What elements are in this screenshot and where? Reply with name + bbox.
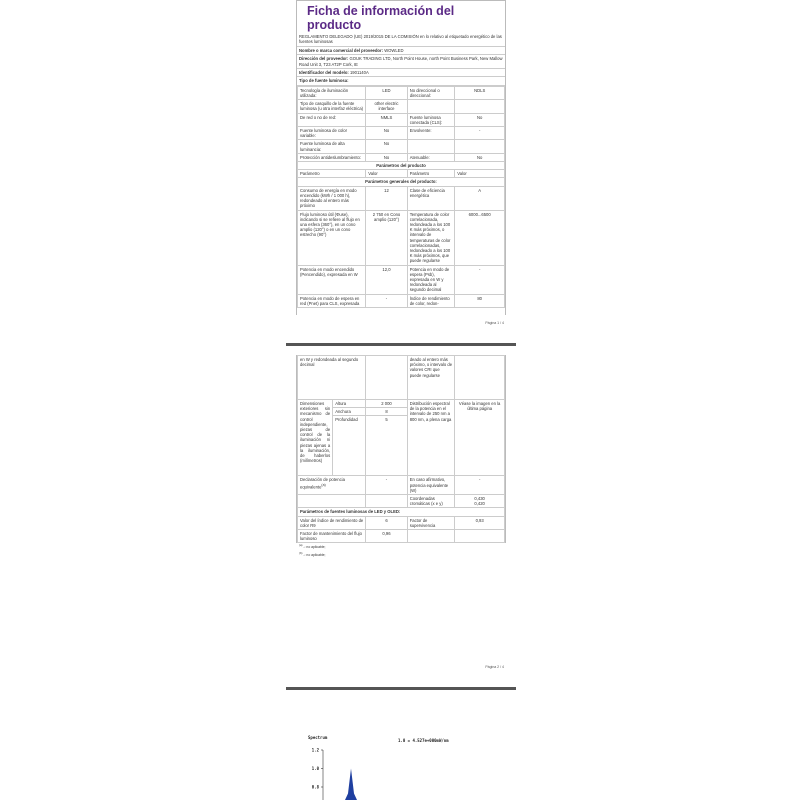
spectral-value: Véase la imagen en la última página [455,400,505,476]
footnote [297,543,505,550]
light-source-type-label: Tipo de fuente luminosa: [297,77,505,85]
footnote-mark: (a) [299,543,303,548]
light-source-row [298,100,505,113]
page-number: Página 2 / 4 [485,665,504,669]
footnote-text: -: no aplicable; [303,552,326,557]
param-value: LED [366,86,407,99]
param-value: 12,0 [366,265,407,294]
param-value: No [366,140,407,153]
param-label: Atenuable: [407,153,455,161]
empty-cell [455,530,505,543]
col-value-2: Valor [455,170,505,178]
general-params-title: Parámetros generales del producto: [298,178,505,186]
param-label: Flujo luminoso útil (Φuse), indicando si se refiere al flujo en una esfera (360°), en un cono amplio (120°) o en un cono estrecho (90°) [298,210,366,265]
param-label: Protección antideslumbramiento: [298,153,366,161]
param-label [407,100,455,113]
dim-name: Profundidad [333,416,366,476]
page-frame [296,0,506,315]
survival-label: Factor de supervivencia [407,516,455,529]
param-label: Consumo de energía en modo encendido (kWh / 1 000 h), redondeado al entero más próximo [298,186,366,210]
param-cont-1: en W y redondeada al segundo decimal [298,356,366,400]
col-value-1: Valor [366,170,407,178]
light-source-row [298,86,505,99]
equiv-label [298,476,366,495]
document-page-3 [288,690,514,800]
col-param-1: Parámetro [298,170,366,178]
param-label [407,140,455,153]
page-frame [296,355,506,557]
y-tick-label: 0.8 [311,784,319,790]
param-value: 6000...6500 [455,210,505,265]
chroma-x: 0,430 [474,496,485,502]
empty-cell [455,356,505,400]
footnote-ref: (a) [321,482,326,487]
general-param-row [298,265,505,294]
param-label: Potencia en modo de espera (Psb), expresada en W y redondeada al segundo decimal [407,265,455,294]
param-value: - [455,265,505,294]
spectrum-peak [345,769,357,800]
led-params-title: Parámetros de fuentes luminosas de LED y OLED: [298,508,505,516]
light-source-row [298,113,505,126]
supplier-name-label: Nombre o marca comercial del proveedor: [299,47,384,53]
product-params-title: Parámetros del producto [298,162,505,170]
param-value: 12 [366,186,407,210]
dim-name: Anchura [333,408,366,416]
supplier-name-row [297,47,505,55]
param-label: Envolvente: [407,127,455,140]
model-id: 1901140A [349,70,369,76]
supplier-name: WOWLED [384,47,404,53]
param-label: Clase de eficiencia energética [407,186,455,210]
param-label: Fuente luminosa de alta luminancia: [298,140,366,153]
general-param-row [298,294,505,307]
footnote-text: -: no aplicable; [303,545,326,550]
document-page-2 [288,355,514,675]
spectral-label: Distribución espectral de la potencia en el intervalo de 250 nm a 800 nm, a plena carga [407,400,455,476]
chart-title: 1.0 = 4.527e+000mW/nm [398,738,449,743]
param-value [455,140,505,153]
param-value: No [366,153,407,161]
document-title: Ficha de información del producto [307,4,455,32]
light-source-row [298,140,505,153]
dim-value: 8 [366,408,407,416]
model-id-row [297,69,505,77]
footnote-mark: (b) [299,550,303,555]
document-page-1 [288,0,514,330]
general-param-row [298,210,505,265]
light-source-table [297,86,505,308]
param-value [455,100,505,113]
param-label: Tecnología de iluminación utilizada: [298,86,366,99]
empty-cell [366,356,407,400]
page-separator [286,343,516,346]
param-value: NMLS [366,113,407,126]
footnote [297,551,505,558]
params-table-continued [297,355,505,543]
dim-name: Altura [333,400,366,408]
param-label: Fuente luminosa de color variable: [298,127,366,140]
param-value: No [455,113,505,126]
chroma-values [455,495,505,508]
param-cont-2: deado al entero más próximo, o intervalo de valores CRI que puede regularse [407,356,455,400]
param-label: Potencia en modo encendido (Pencendido), expresada en W [298,265,366,294]
param-label: Tipo de casquillo de la fuente luminosa (u otra interfaz eléctrica) [298,100,366,113]
param-label: Índice de rendimiento de color, redon- [407,294,455,307]
supplier-address-row [297,55,505,69]
param-value: NDLS [455,86,505,99]
maintenance-value: 0,96 [366,530,407,543]
empty-cell [407,530,455,543]
dimensions-label: Dimensiones exteriores sin mecanismo de control independiente, piezas de control de la iluminación ni piezas ajenas a la iluminación, de haberlos (milímetros) [298,400,333,476]
equiv-label-text: Declaración de potencia equivalente [300,477,345,489]
regulation-text: REGLAMENTO DELEGADO (UE) 2019/2015 DE LA COMISIÓN en lo relativo al etiquetado energético de las fuentes luminosas [297,33,505,47]
param-label: De red o no de red: [298,113,366,126]
dim-value: 2 000 [366,400,407,408]
light-source-row [298,127,505,140]
equiv-power-label: En caso afirmativo, potencia equivalente (W) [407,476,455,495]
empty-cell [366,495,407,508]
y-tick-label: 1.2 [311,747,319,753]
supplier-address-label: Dirección del proveedor: [299,56,349,62]
light-source-row [298,153,505,161]
param-value: 2 750 en Cono amplio (120°) [366,210,407,265]
equiv-value: - [366,476,407,495]
param-value: A [455,186,505,210]
col-param-2: Parámetro [407,170,455,178]
general-param-row [298,186,505,210]
empty-cell [298,495,366,508]
y-tick-label: 1.0 [311,766,319,771]
dim-value: 5 [366,416,407,476]
spectrum-chart [288,690,514,800]
survival-value: 0,93 [455,516,505,529]
param-value: other electric interface [366,100,407,113]
param-value: - [455,127,505,140]
r9-label: Valor del índice de rendimiento de color R9 [298,516,366,529]
model-id-label: Identificador del modelo: [299,70,349,76]
param-value: No [366,127,407,140]
param-value: - [366,294,407,307]
param-label: No direccional o direccional: [407,86,455,99]
param-value: 80 [455,294,505,307]
maintenance-label: Factor de mantenimiento del flujo luminoso [298,530,366,543]
param-value: No [455,153,505,161]
param-label: Potencia en modo de espera en red (Pnet) para CLS, expresada [298,294,366,307]
chroma-y: 0,420 [474,501,485,507]
chroma-label: Coordenadas cromáticas (x e y) [407,495,455,508]
param-label: Fuente luminosa conectada (CLS): [407,113,455,126]
param-label: Temperatura de color correlacionada, redondeada a los 100 K más próximos, o intervalo de temperaturas de color correlacionadas, redondeado a los 100 K más próximos, que puede regularse [407,210,455,265]
chart-ylabel: Spectrum [308,735,328,740]
equiv-power-value: - [455,476,505,495]
supplier-address: GOUK TRADING LTD, North Point House, north Point Business Park, New Mallow Road Unit 3, T23 AT2P Cork, IE [299,56,503,67]
r9-value: 6 [366,516,407,529]
page-number: Página 1 / 4 [485,321,504,325]
